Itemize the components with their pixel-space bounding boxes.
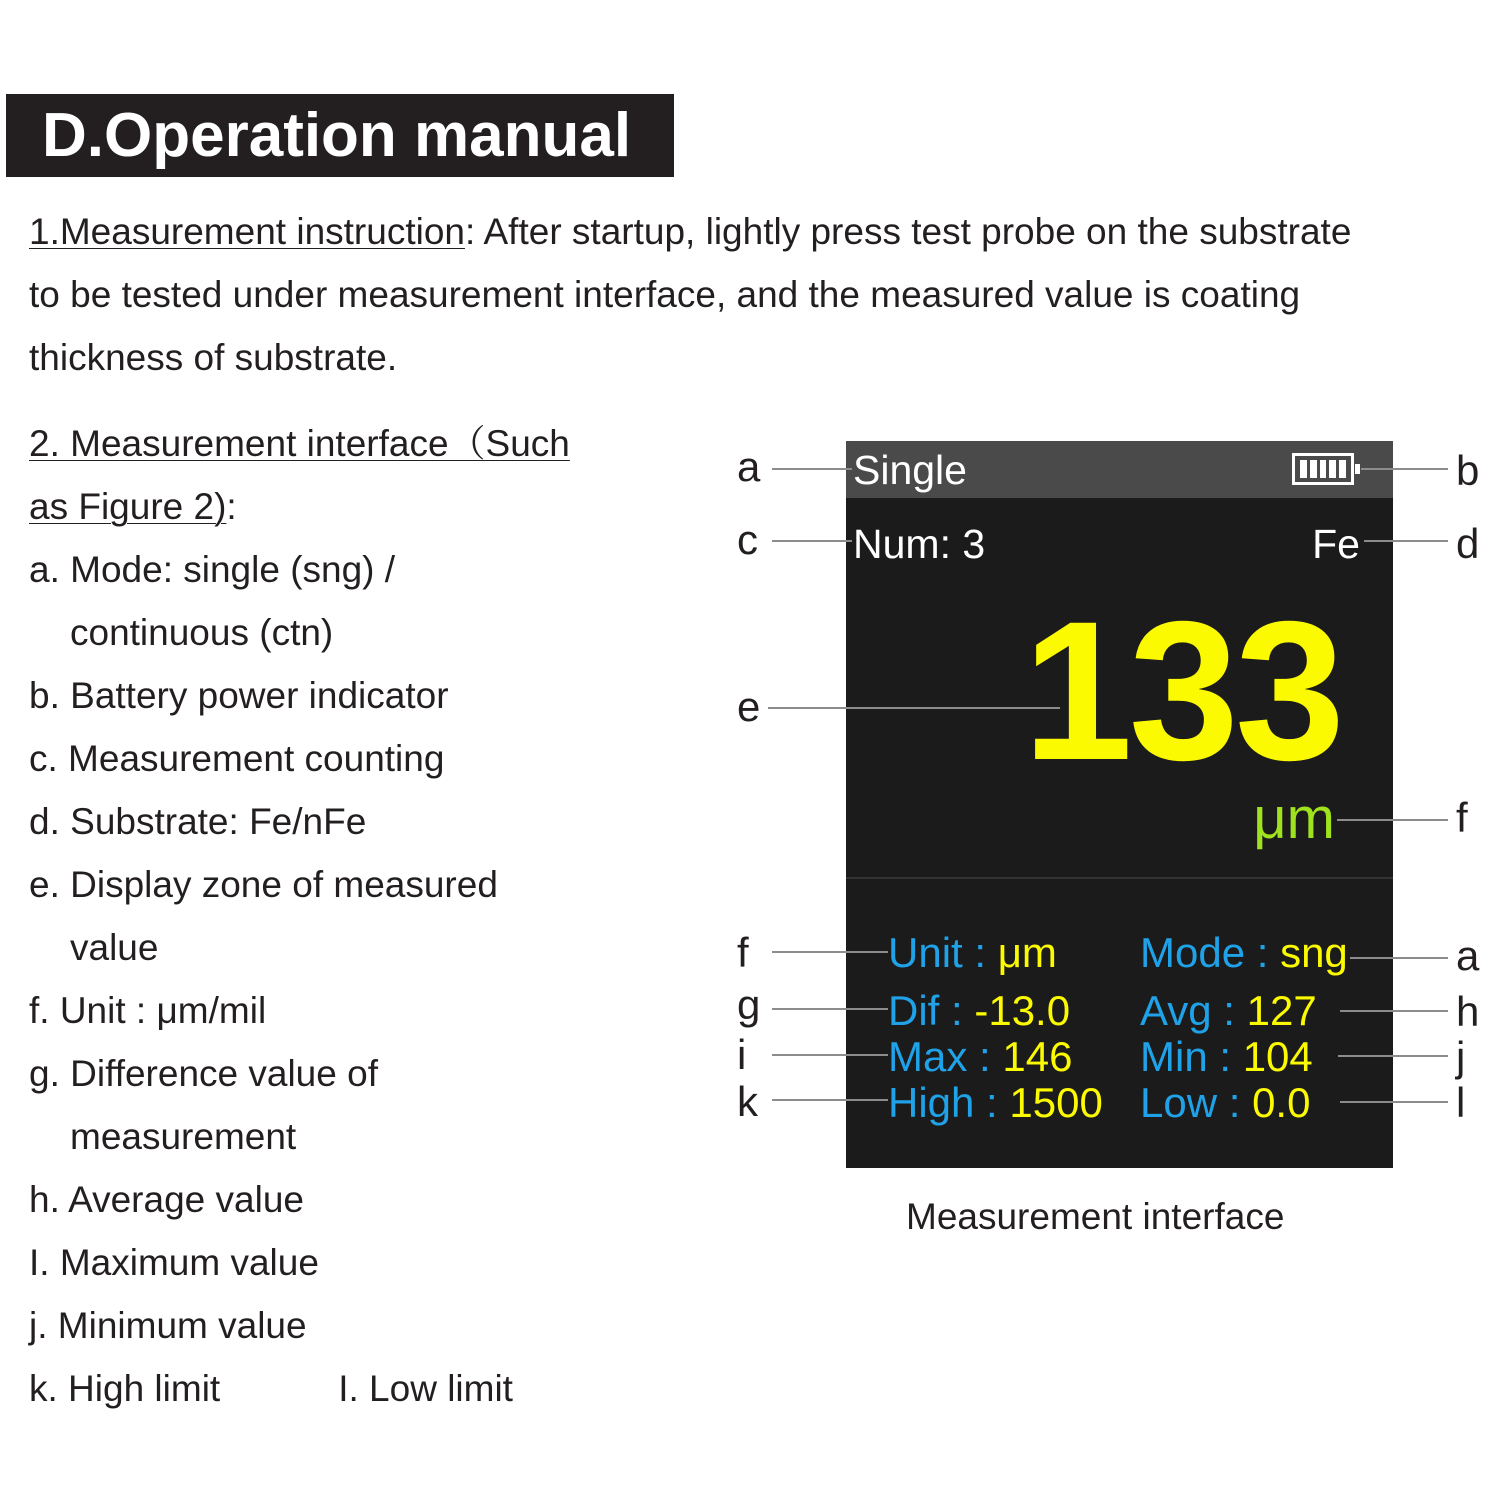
stat-low-value: 0.0 xyxy=(1252,1079,1311,1126)
stat-low-key: Low : xyxy=(1140,1079,1253,1126)
mode-label: Single xyxy=(853,447,967,493)
callout-letter-a1: a xyxy=(737,443,761,490)
callout-letter-f2: f xyxy=(737,929,749,976)
legend-heading-line1: 2. Measurement interface（Such xyxy=(29,423,570,464)
section-title: D.Operation manual xyxy=(6,94,674,177)
legend-item-c: c. Measurement counting xyxy=(29,738,445,779)
stat-mode-key: Mode : xyxy=(1140,929,1281,976)
legend-item-f: f. Unit : μm/mil xyxy=(29,990,267,1031)
legend-heading-line2: as Figure 2) xyxy=(29,486,227,527)
callout-letter-g: g xyxy=(737,981,761,1028)
measurement-count: Num: 3 xyxy=(853,521,986,567)
callout-letter-j: j xyxy=(1456,1033,1466,1080)
callout-letter-e: e xyxy=(737,683,761,730)
legend-item-a: a. Mode: single (sng) / xyxy=(29,549,396,590)
stat-dif-key: Dif : xyxy=(888,987,975,1034)
stat-max-key: Max : xyxy=(888,1033,1003,1080)
callout-letter-f1: f xyxy=(1456,794,1468,841)
stat-avg-key: Avg : xyxy=(1140,987,1247,1034)
stat-dif-value: -13.0 xyxy=(974,987,1071,1034)
legend-item-g-cont: measurement xyxy=(70,1116,297,1157)
stat-min-key: Min : xyxy=(1140,1033,1243,1080)
callout-letter-k: k xyxy=(737,1078,758,1125)
legend-heading-colon: : xyxy=(226,486,237,527)
measured-value: 133 xyxy=(1022,580,1341,801)
legend-item-e: e. Display zone of measured xyxy=(29,864,498,905)
stat-max-value: 146 xyxy=(1002,1033,1073,1080)
legend-item-b: b. Battery power indicator xyxy=(29,675,449,716)
callout-letter-c: c xyxy=(737,516,758,563)
legend-item-j: j. Minimum value xyxy=(29,1305,307,1346)
stat-min-value: 104 xyxy=(1242,1033,1313,1080)
callout-letter-i: i xyxy=(737,1031,747,1078)
callout-letter-d: d xyxy=(1456,520,1480,567)
legend-item-k: k. High limit xyxy=(29,1368,221,1409)
legend-item-i: I. Maximum value xyxy=(29,1242,319,1283)
substrate-label: Fe xyxy=(1312,521,1360,567)
legend-item-h: h. Average value xyxy=(29,1179,304,1220)
figure-caption: Measurement interface xyxy=(906,1196,1285,1237)
stat-mode-value: sng xyxy=(1280,929,1348,976)
legend-item-g: g. Difference value of xyxy=(29,1053,378,1094)
callout-letter-a2: a xyxy=(1456,932,1480,979)
callout-letter-b: b xyxy=(1456,447,1480,494)
stat-unit-key: Unit : xyxy=(888,929,998,976)
legend-item-e-cont: value xyxy=(70,927,159,968)
callout-letter-l: l xyxy=(1456,1079,1466,1126)
instruction-heading: 1.Measurement instruction xyxy=(29,211,465,252)
stat-high-key: High : xyxy=(888,1079,1010,1126)
instruction-text: : After startup, lightly press test probe on the substrate to be tested under measurement interface, and the measured value is coating thickness of substrate. xyxy=(29,211,1352,378)
legend-item-l: I. Low limit xyxy=(338,1368,513,1409)
stat-unit-value: μm xyxy=(997,929,1057,976)
stat-avg-value: 127 xyxy=(1246,987,1317,1034)
stat-high-value: 1500 xyxy=(1009,1079,1103,1126)
legend-item-a-cont: continuous (ctn) xyxy=(70,612,334,653)
callout-letter-h: h xyxy=(1456,988,1480,1035)
legend-item-d: d. Substrate: Fe/nFe xyxy=(29,801,367,842)
measured-unit: μm xyxy=(1253,786,1335,851)
